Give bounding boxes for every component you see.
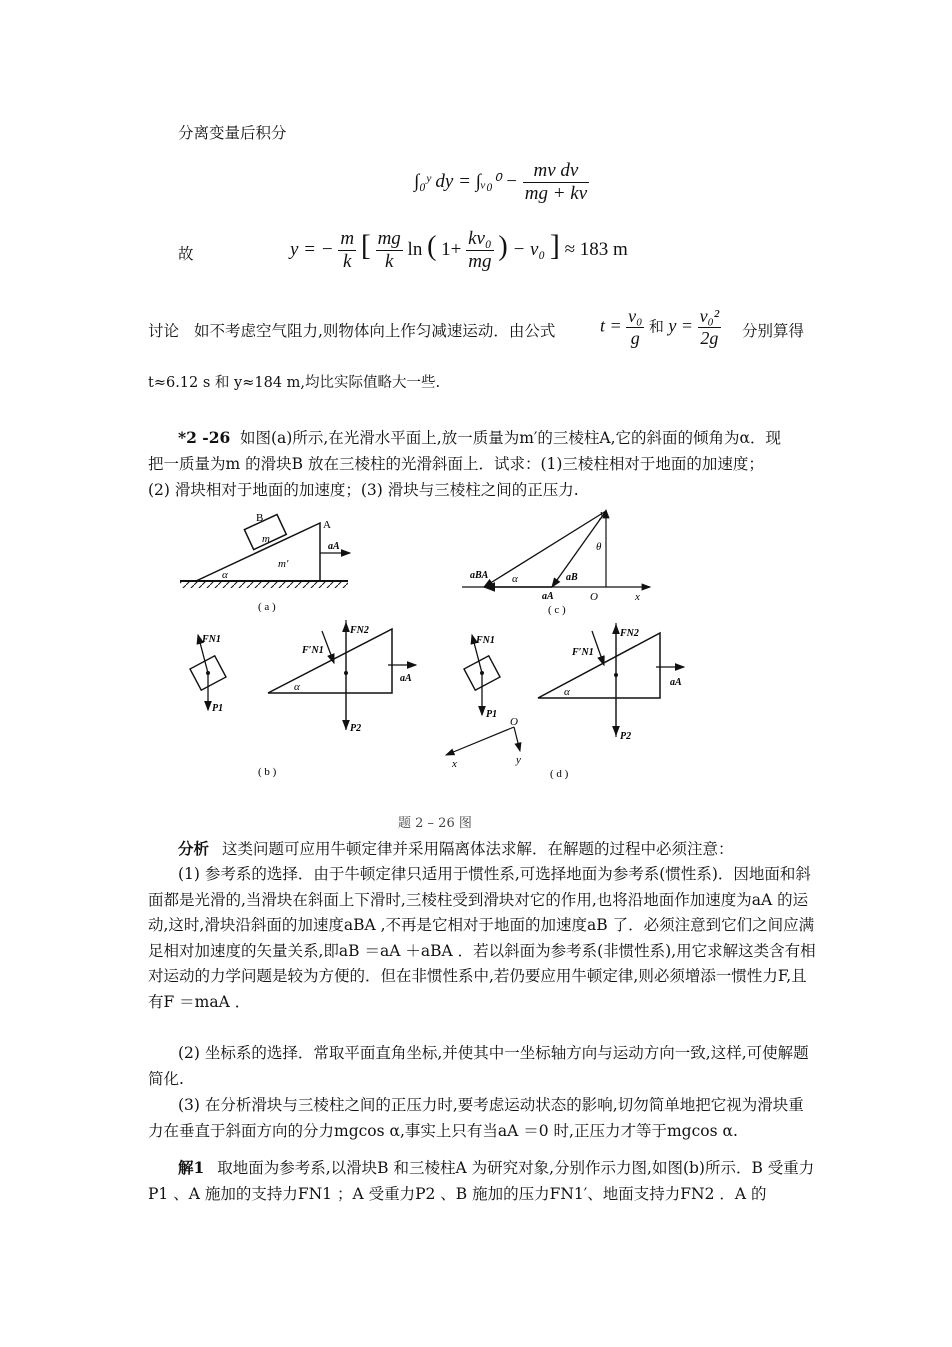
solution-paragraph bbox=[148, 1155, 816, 1207]
y-den: 2g bbox=[700, 328, 719, 348]
eq2-tail: − v₀ bbox=[512, 238, 546, 260]
eq1-rhs-limits: ∫ᵥ₀⁰ − bbox=[475, 170, 518, 192]
solution-text: 取地面为参考系,以滑块B 和三棱柱A 为研究对象,分别作示力图,如图(b)所示．B 受重力P1 、A 施加的支持力FN1 ；A 受重力P2 、B 施加的压力FN1′、地面支持力FN2 ．A 的 bbox=[148, 1159, 815, 1203]
discussion-text-a: 如不考虑空气阻力,则物体向上作匀减速运动．由公式 bbox=[193, 322, 556, 340]
eq2-label: 故 bbox=[178, 245, 194, 263]
label-P2-b: P2 bbox=[350, 723, 362, 734]
eq2-mg: mg bbox=[377, 228, 401, 249]
label-aA-b: aA bbox=[400, 673, 412, 684]
label-P1-b: P1 bbox=[212, 703, 224, 714]
eq1-lhs: ∫₀ʸ dy = bbox=[414, 170, 471, 192]
label-aA-d: aA bbox=[670, 677, 682, 688]
label-FN1p-d: F′N1 bbox=[572, 647, 594, 658]
label-alpha-d: α bbox=[564, 686, 570, 698]
equation-result: y = − $\frac{m}{k}$ [ $\frac{mg}{k}$ ln ( 1+ $\frac{\text{kv₀}}{mg}$ ) − v₀ ] ≈ 183 m bbox=[290, 228, 628, 272]
t-frac bbox=[626, 306, 644, 349]
label-mprime: m′ bbox=[278, 558, 289, 570]
label-y-c: y bbox=[600, 508, 605, 520]
discussion-formulas bbox=[600, 306, 721, 349]
eq1-den: mg + kv bbox=[524, 183, 588, 204]
eq2-mg2: mg bbox=[468, 251, 492, 272]
discussion-line2: t≈6.12 s 和 y≈184 m,均比实际值略大一些. bbox=[148, 375, 441, 391]
eq2-frac-mgk bbox=[376, 228, 403, 273]
discussion-line1 bbox=[148, 320, 555, 342]
label-FN1-d: FN1 bbox=[476, 635, 495, 646]
label-aB: aB bbox=[566, 572, 578, 583]
problem-line-1: 如图(a)所示,在光滑水平面上,放一质量为m′的三棱柱A,它的斜面的倾角为α．现 bbox=[240, 429, 781, 447]
analysis-p1: (1) 参考系的选择．由于牛顿定律只适用于惯性系,可选择地面为参考系(惯性系)．因地面和斜面都是光滑的,当滑块在斜面上下滑时,三棱柱受到滑块对它的作用,也将沿地面作加速度为aA 的运动,这时,滑块沿斜面的加速度aBA ,不再是它相对于地面的加速度aB 了．必须注意到它们之间应满足相对加速度的矢量关系,即aB ＝aA ＋aBA ．若以斜面为参考系(非惯性系),用它求解这类含有相对运动的力学问题是较为方便的．但在非惯性系中,若仍要应用牛顿定律,则必须增添一惯性力F,且有F ＝maA ． bbox=[148, 865, 816, 1011]
label-O-c: O bbox=[590, 591, 598, 603]
analysis-p2: (2) 坐标系的选择．常取平面直角坐标,并使其中一坐标轴方向与运动方向一致,这样,可使解题简化. bbox=[148, 1044, 809, 1088]
label-P1-d: P1 bbox=[486, 709, 498, 720]
figure-2-26 bbox=[170, 505, 730, 835]
solution-label: 解1 bbox=[178, 1158, 205, 1177]
label-FN2-b: FN2 bbox=[350, 625, 369, 636]
panel-a bbox=[180, 512, 350, 613]
panel-label-d: ( d ) bbox=[550, 768, 569, 780]
label-FN1p-b: F′N1 bbox=[302, 645, 324, 656]
problem-number: *2 -26 bbox=[178, 428, 231, 447]
eq2-m: m bbox=[340, 228, 355, 249]
label-alpha-c: α bbox=[512, 573, 518, 585]
eq2-ln: ln bbox=[407, 238, 423, 260]
y-lhs: y = bbox=[668, 315, 694, 336]
label-A: A bbox=[323, 519, 331, 531]
label-alpha-a: α bbox=[222, 569, 228, 581]
eq2-k: k bbox=[342, 251, 352, 272]
discussion-label: 讨论 bbox=[148, 322, 180, 340]
label-theta: θ bbox=[596, 541, 602, 553]
y-frac bbox=[698, 306, 722, 349]
eq2-frac-kv bbox=[466, 228, 493, 273]
label-aA-a: aA bbox=[328, 541, 340, 552]
analysis-p0: 这类问题可应用牛顿定律并采用隔离体法求解．在解题的过程中必须注意： bbox=[221, 840, 734, 858]
label-aA-c: aA bbox=[542, 591, 554, 602]
label-x-c: x bbox=[635, 591, 640, 603]
label-m: m bbox=[262, 533, 270, 545]
panel-label-b: ( b ) bbox=[258, 766, 277, 778]
label-aBA: aBA bbox=[470, 570, 489, 581]
y-num: v₀² bbox=[699, 306, 720, 326]
label-O-d: O bbox=[510, 716, 518, 728]
label-alpha-b: α bbox=[294, 681, 300, 693]
eq2-frac-mk bbox=[338, 228, 356, 273]
problem-line-2: 把一质量为m 的滑块B 放在三棱柱的光滑斜面上．试求：(1)三棱柱相对于地面的加速度； bbox=[148, 455, 764, 473]
label-FN1-b: FN1 bbox=[202, 634, 221, 645]
label-x-d: x bbox=[452, 758, 457, 770]
panel-c bbox=[462, 508, 650, 616]
intro-line: 分离变量后积分 bbox=[178, 124, 287, 142]
panel-label-a: ( a ) bbox=[258, 601, 276, 613]
label-y-d: y bbox=[516, 754, 521, 766]
and-word: 和 bbox=[648, 317, 664, 336]
analysis-label: 分析 bbox=[178, 839, 210, 858]
label-B: B bbox=[256, 512, 264, 524]
panel-label-c: ( c ) bbox=[548, 604, 566, 616]
analysis-intro bbox=[148, 836, 816, 863]
problem-line-3: (2) 滑块相对于地面的加速度；(3) 滑块与三棱柱之间的正压力. bbox=[148, 481, 579, 499]
label-FN2-d: FN2 bbox=[620, 628, 639, 639]
t-lhs: t = bbox=[600, 315, 622, 336]
analysis-p3: (3) 在分析滑块与三棱柱之间的正压力时,要考虑运动状态的影响,切勿简单地把它视为滑块重力在垂直于斜面方向的分力mgcos α,事实上只有当aA ＝0 时,正压力才等于mgcos α. bbox=[148, 1096, 804, 1140]
label-P2-d: P2 bbox=[620, 731, 632, 742]
eq1-num: mv dv bbox=[523, 160, 589, 183]
eq1-fraction bbox=[523, 160, 589, 205]
t-num: v₀ bbox=[628, 306, 643, 326]
eq2-result: ≈ 183 m bbox=[564, 238, 628, 260]
eq2-k2: k bbox=[384, 251, 394, 272]
eq2-pre: y = − bbox=[290, 238, 334, 260]
equation-integral bbox=[414, 160, 589, 205]
eq2-kv: kv₀ bbox=[468, 228, 492, 249]
t-den: g bbox=[630, 328, 640, 348]
eq2-one: 1+ bbox=[441, 238, 462, 260]
figure-caption: 题 2 – 26 图 bbox=[398, 816, 472, 831]
discussion-text-b: 分别算得 bbox=[742, 322, 805, 340]
panel-b bbox=[190, 620, 416, 778]
panel-d bbox=[446, 623, 684, 780]
